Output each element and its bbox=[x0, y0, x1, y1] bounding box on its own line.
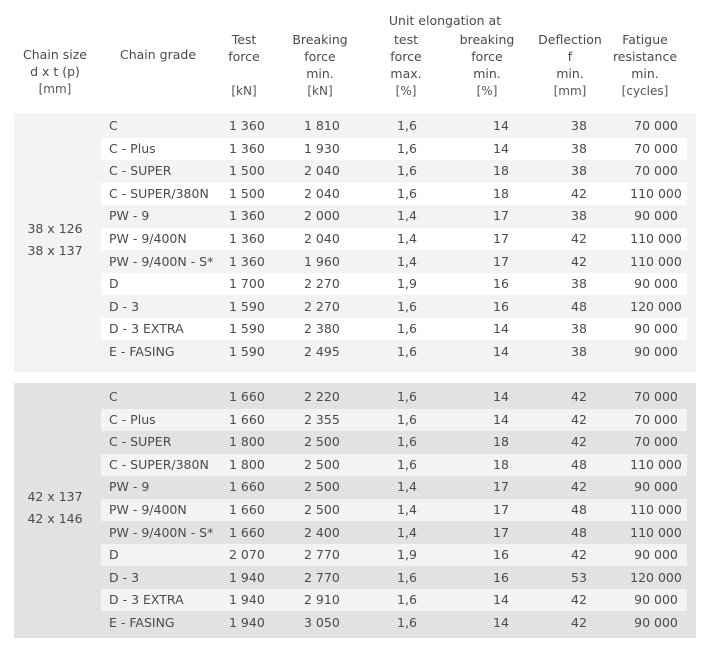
ue-break-cell: 17 bbox=[493, 502, 509, 517]
grade-cell: PW - 9/400N - S* bbox=[109, 253, 214, 269]
header-breaking-force-line3: min. bbox=[306, 66, 334, 81]
test-force-cell: 1 700 bbox=[229, 276, 265, 292]
header-unit-elongation bbox=[370, 12, 520, 29]
header-test-force-line2: force bbox=[228, 49, 260, 64]
deflection-cell: 42 bbox=[571, 547, 587, 563]
header-chain-size-unit: [mm] bbox=[38, 82, 72, 96]
chain-size-value: 38 x 137 bbox=[27, 243, 83, 258]
breaking-force-cell: 2 495 bbox=[304, 344, 340, 359]
header-chain-size bbox=[14, 46, 96, 98]
table-row bbox=[101, 160, 687, 182]
breaking-force-cell: 2 000 bbox=[304, 208, 340, 224]
grade-cell: C bbox=[109, 389, 118, 404]
fatigue-cell: 110 000 bbox=[630, 231, 682, 246]
table-row bbox=[101, 205, 687, 227]
deflection-cell: 42 bbox=[571, 434, 587, 450]
ue-break-cell: 16 bbox=[493, 547, 509, 563]
header-deflection-line3: min. bbox=[556, 66, 584, 81]
table-row bbox=[101, 251, 687, 273]
header-chain-size-line2: d x t (p) bbox=[30, 64, 80, 79]
test-force-cell: 1 360 bbox=[229, 231, 265, 246]
breaking-force-cell: 2 500 bbox=[304, 456, 340, 472]
table-row bbox=[101, 115, 687, 137]
fatigue-cell: 110 000 bbox=[630, 253, 682, 269]
fatigue-cell: 90 000 bbox=[634, 615, 678, 630]
fatigue-cell: 90 000 bbox=[634, 344, 678, 359]
fatigue-cell: 90 000 bbox=[634, 208, 678, 224]
test-force-cell: 1 660 bbox=[229, 389, 265, 404]
header-fatigue-line3: min. bbox=[631, 66, 659, 81]
ue-test-cell: 1,6 bbox=[397, 321, 417, 337]
header-ue-break-line1: breaking bbox=[459, 32, 515, 47]
header-fatigue bbox=[603, 31, 687, 100]
chain-size-value: 42 x 137 bbox=[27, 489, 83, 504]
grade-cell: D - 3 EXTRA bbox=[109, 321, 184, 337]
grade-cell: PW - 9/400N - S* bbox=[109, 524, 214, 540]
header-test-force bbox=[212, 31, 276, 100]
deflection-cell: 48 bbox=[571, 524, 587, 540]
fatigue-cell: 90 000 bbox=[634, 592, 678, 608]
test-force-cell: 1 500 bbox=[229, 163, 265, 179]
breaking-force-cell: 2 910 bbox=[304, 592, 340, 608]
grade-cell: C - Plus bbox=[109, 411, 156, 427]
ue-test-cell: 1,9 bbox=[397, 276, 417, 292]
breaking-force-cell: 2 040 bbox=[304, 185, 340, 201]
breaking-force-cell: 2 500 bbox=[304, 502, 340, 517]
deflection-cell: 42 bbox=[571, 253, 587, 269]
ue-break-cell: 14 bbox=[493, 615, 509, 630]
header-deflection bbox=[527, 31, 613, 100]
fatigue-cell: 70 000 bbox=[634, 163, 678, 179]
grade-cell: D - 3 EXTRA bbox=[109, 592, 184, 608]
header-deflection-unit: [mm] bbox=[553, 84, 587, 98]
header-test-force-unit: [kN] bbox=[231, 84, 257, 98]
grade-cell: D - 3 bbox=[109, 298, 140, 314]
header-test-force-line1: Test bbox=[231, 32, 257, 47]
header-ue-test bbox=[364, 31, 448, 100]
header-breaking-force-line1: Breaking bbox=[292, 32, 348, 47]
grade-cell: D - 3 bbox=[109, 569, 140, 585]
test-force-cell: 2 070 bbox=[229, 547, 265, 563]
header-chain-size-line1: Chain size bbox=[23, 47, 87, 62]
test-force-cell: 1 660 bbox=[229, 502, 265, 517]
breaking-force-cell: 2 270 bbox=[304, 298, 340, 314]
test-force-cell: 1 590 bbox=[229, 298, 265, 314]
ue-break-cell: 18 bbox=[493, 434, 509, 450]
deflection-cell: 38 bbox=[571, 344, 587, 359]
ue-break-cell: 17 bbox=[493, 208, 509, 224]
breaking-force-cell: 2 040 bbox=[304, 163, 340, 179]
table-row bbox=[101, 318, 687, 340]
fatigue-cell: 70 000 bbox=[634, 118, 678, 133]
header-ue-test-line2: force bbox=[390, 49, 422, 64]
deflection-cell: 38 bbox=[571, 118, 587, 133]
ue-test-cell: 1,4 bbox=[397, 479, 417, 495]
fatigue-cell: 90 000 bbox=[634, 479, 678, 495]
ue-break-cell: 16 bbox=[493, 569, 509, 585]
ue-break-cell: 17 bbox=[493, 253, 509, 269]
fatigue-cell: 70 000 bbox=[634, 140, 678, 156]
ue-break-cell: 14 bbox=[493, 389, 509, 404]
deflection-cell: 53 bbox=[571, 569, 587, 585]
ue-test-cell: 1,6 bbox=[397, 298, 417, 314]
breaking-force-cell: 2 500 bbox=[304, 479, 340, 495]
test-force-cell: 1 940 bbox=[229, 592, 265, 608]
breaking-force-cell: 1 930 bbox=[304, 140, 340, 156]
deflection-cell: 38 bbox=[571, 208, 587, 224]
fatigue-cell: 110 000 bbox=[630, 185, 682, 201]
fatigue-cell: 90 000 bbox=[634, 547, 678, 563]
table-group-38 bbox=[14, 113, 696, 372]
grade-cell: C - SUPER bbox=[109, 434, 172, 450]
table-row bbox=[101, 386, 687, 408]
table-group-42 bbox=[14, 383, 696, 638]
header-ue-break-line2: force bbox=[471, 49, 503, 64]
test-force-cell: 1 660 bbox=[229, 411, 265, 427]
header-chain-grade-label: Chain grade bbox=[119, 47, 197, 62]
breaking-force-cell: 2 040 bbox=[304, 231, 340, 246]
grade-cell: C - Plus bbox=[109, 140, 156, 156]
deflection-cell: 48 bbox=[571, 502, 587, 517]
table-row bbox=[101, 612, 687, 634]
test-force-cell: 1 360 bbox=[229, 140, 265, 156]
fatigue-cell: 90 000 bbox=[634, 321, 678, 337]
table-row bbox=[101, 544, 687, 566]
test-force-cell: 1 660 bbox=[229, 479, 265, 495]
header-fatigue-unit: [cycles] bbox=[621, 84, 669, 98]
fatigue-cell: 90 000 bbox=[634, 276, 678, 292]
fatigue-cell: 70 000 bbox=[634, 434, 678, 450]
chain-size-cell bbox=[14, 218, 96, 262]
breaking-force-cell: 2 400 bbox=[304, 524, 340, 540]
ue-test-cell: 1,6 bbox=[397, 615, 417, 630]
table-row bbox=[101, 431, 687, 453]
header-ue-break-unit: [%] bbox=[476, 84, 498, 98]
ue-break-cell: 18 bbox=[493, 456, 509, 472]
chain-size-value: 42 x 146 bbox=[27, 511, 83, 526]
test-force-cell: 1 800 bbox=[229, 434, 265, 450]
table-row bbox=[101, 454, 687, 476]
test-force-cell: 1 590 bbox=[229, 321, 265, 337]
table-row bbox=[101, 567, 687, 589]
table-row bbox=[101, 341, 687, 363]
breaking-force-cell: 3 050 bbox=[304, 615, 340, 630]
ue-test-cell: 1,6 bbox=[397, 344, 417, 359]
test-force-cell: 1 360 bbox=[229, 118, 265, 133]
grade-cell: PW - 9 bbox=[109, 479, 150, 495]
ue-break-cell: 14 bbox=[493, 321, 509, 337]
fatigue-cell: 70 000 bbox=[634, 411, 678, 427]
breaking-force-cell: 1 960 bbox=[304, 253, 340, 269]
header-deflection-line2: f bbox=[567, 49, 573, 64]
breaking-force-cell: 2 770 bbox=[304, 547, 340, 563]
ue-test-cell: 1,9 bbox=[397, 547, 417, 563]
ue-break-cell: 16 bbox=[493, 298, 509, 314]
ue-test-cell: 1,4 bbox=[397, 253, 417, 269]
ue-break-cell: 18 bbox=[493, 185, 509, 201]
header-fatigue-line1: Fatigue bbox=[622, 32, 668, 47]
table-row bbox=[101, 183, 687, 205]
header-ue-break-line3: min. bbox=[473, 66, 501, 81]
table-row bbox=[101, 273, 687, 295]
ue-test-cell: 1,6 bbox=[397, 185, 417, 201]
breaking-force-cell: 1 810 bbox=[304, 118, 340, 133]
deflection-cell: 42 bbox=[571, 185, 587, 201]
header-chain-grade bbox=[108, 46, 208, 63]
breaking-force-cell: 2 220 bbox=[304, 389, 340, 404]
table-row bbox=[101, 228, 687, 250]
ue-test-cell: 1,4 bbox=[397, 524, 417, 540]
table-row bbox=[101, 409, 687, 431]
header-deflection-line1: Deflection bbox=[538, 32, 602, 47]
fatigue-cell: 70 000 bbox=[634, 389, 678, 404]
deflection-cell: 42 bbox=[571, 389, 587, 404]
deflection-cell: 38 bbox=[571, 276, 587, 292]
ue-break-cell: 17 bbox=[493, 524, 509, 540]
deflection-cell: 38 bbox=[571, 163, 587, 179]
table-row bbox=[101, 476, 687, 498]
table-row bbox=[101, 138, 687, 160]
header-ue-test-line1: test bbox=[393, 32, 418, 47]
table-header bbox=[0, 0, 709, 108]
breaking-force-cell: 2 380 bbox=[304, 321, 340, 337]
test-force-cell: 1 660 bbox=[229, 524, 265, 540]
deflection-cell: 42 bbox=[571, 592, 587, 608]
test-force-cell: 1 360 bbox=[229, 208, 265, 224]
grade-cell: PW - 9 bbox=[109, 208, 150, 224]
table-row bbox=[101, 522, 687, 544]
ue-test-cell: 1,6 bbox=[397, 456, 417, 472]
fatigue-cell: 120 000 bbox=[630, 569, 682, 585]
ue-break-cell: 14 bbox=[493, 344, 509, 359]
ue-break-cell: 16 bbox=[493, 276, 509, 292]
ue-test-cell: 1,4 bbox=[397, 208, 417, 224]
header-ue-test-unit: [%] bbox=[395, 84, 417, 98]
table-row bbox=[101, 589, 687, 611]
test-force-cell: 1 500 bbox=[229, 185, 265, 201]
deflection-cell: 42 bbox=[571, 615, 587, 630]
test-force-cell: 1 590 bbox=[229, 344, 265, 359]
breaking-force-cell: 2 770 bbox=[304, 569, 340, 585]
deflection-cell: 48 bbox=[571, 456, 587, 472]
ue-break-cell: 14 bbox=[493, 592, 509, 608]
test-force-cell: 1 940 bbox=[229, 615, 265, 630]
table-row bbox=[101, 499, 687, 521]
header-breaking-force-line2: force bbox=[304, 49, 336, 64]
header-ue-break bbox=[445, 31, 529, 100]
deflection-cell: 48 bbox=[571, 298, 587, 314]
fatigue-cell: 110 000 bbox=[630, 502, 682, 517]
ue-break-cell: 17 bbox=[493, 479, 509, 495]
ue-break-cell: 14 bbox=[493, 118, 509, 133]
grade-cell: C bbox=[109, 118, 118, 133]
test-force-cell: 1 800 bbox=[229, 456, 265, 472]
fatigue-cell: 120 000 bbox=[630, 298, 682, 314]
breaking-force-cell: 2 355 bbox=[304, 411, 340, 427]
ue-test-cell: 1,4 bbox=[397, 502, 417, 517]
ue-test-cell: 1,6 bbox=[397, 569, 417, 585]
ue-test-cell: 1,6 bbox=[397, 411, 417, 427]
ue-test-cell: 1,6 bbox=[397, 434, 417, 450]
deflection-cell: 42 bbox=[571, 411, 587, 427]
deflection-cell: 38 bbox=[571, 140, 587, 156]
chain-size-value: 38 x 126 bbox=[27, 221, 83, 236]
ue-break-cell: 18 bbox=[493, 163, 509, 179]
grade-cell: D bbox=[109, 276, 119, 292]
deflection-cell: 38 bbox=[571, 321, 587, 337]
ue-break-cell: 14 bbox=[493, 140, 509, 156]
grade-cell: D bbox=[109, 547, 119, 563]
header-breaking-force bbox=[282, 31, 358, 100]
grade-cell: E - FASING bbox=[109, 344, 175, 359]
ue-test-cell: 1,6 bbox=[397, 592, 417, 608]
ue-break-cell: 14 bbox=[493, 411, 509, 427]
deflection-cell: 42 bbox=[571, 479, 587, 495]
ue-test-cell: 1,4 bbox=[397, 231, 417, 246]
grade-cell: C - SUPER/380N bbox=[109, 185, 209, 201]
ue-test-cell: 1,6 bbox=[397, 140, 417, 156]
header-breaking-force-unit: [kN] bbox=[307, 84, 333, 98]
chain-size-cell bbox=[14, 486, 96, 530]
ue-test-cell: 1,6 bbox=[397, 163, 417, 179]
ue-test-cell: 1,6 bbox=[397, 389, 417, 404]
grade-cell: PW - 9/400N bbox=[109, 231, 187, 246]
breaking-force-cell: 2 500 bbox=[304, 434, 340, 450]
header-fatigue-line2: resistance bbox=[612, 49, 678, 64]
ue-break-cell: 17 bbox=[493, 231, 509, 246]
grade-cell: C - SUPER/380N bbox=[109, 456, 209, 472]
breaking-force-cell: 2 270 bbox=[304, 276, 340, 292]
fatigue-cell: 110 000 bbox=[630, 524, 682, 540]
test-force-cell: 1 940 bbox=[229, 569, 265, 585]
grade-cell: C - SUPER bbox=[109, 163, 172, 179]
table-row bbox=[101, 296, 687, 318]
header-unit-elongation-label: Unit elongation at bbox=[388, 13, 502, 28]
test-force-cell: 1 360 bbox=[229, 253, 265, 269]
ue-test-cell: 1,6 bbox=[397, 118, 417, 133]
fatigue-cell: 110 000 bbox=[630, 456, 682, 472]
grade-cell: PW - 9/400N bbox=[109, 502, 187, 517]
header-ue-test-line3: max. bbox=[390, 66, 422, 81]
grade-cell: E - FASING bbox=[109, 615, 175, 630]
deflection-cell: 42 bbox=[571, 231, 587, 246]
